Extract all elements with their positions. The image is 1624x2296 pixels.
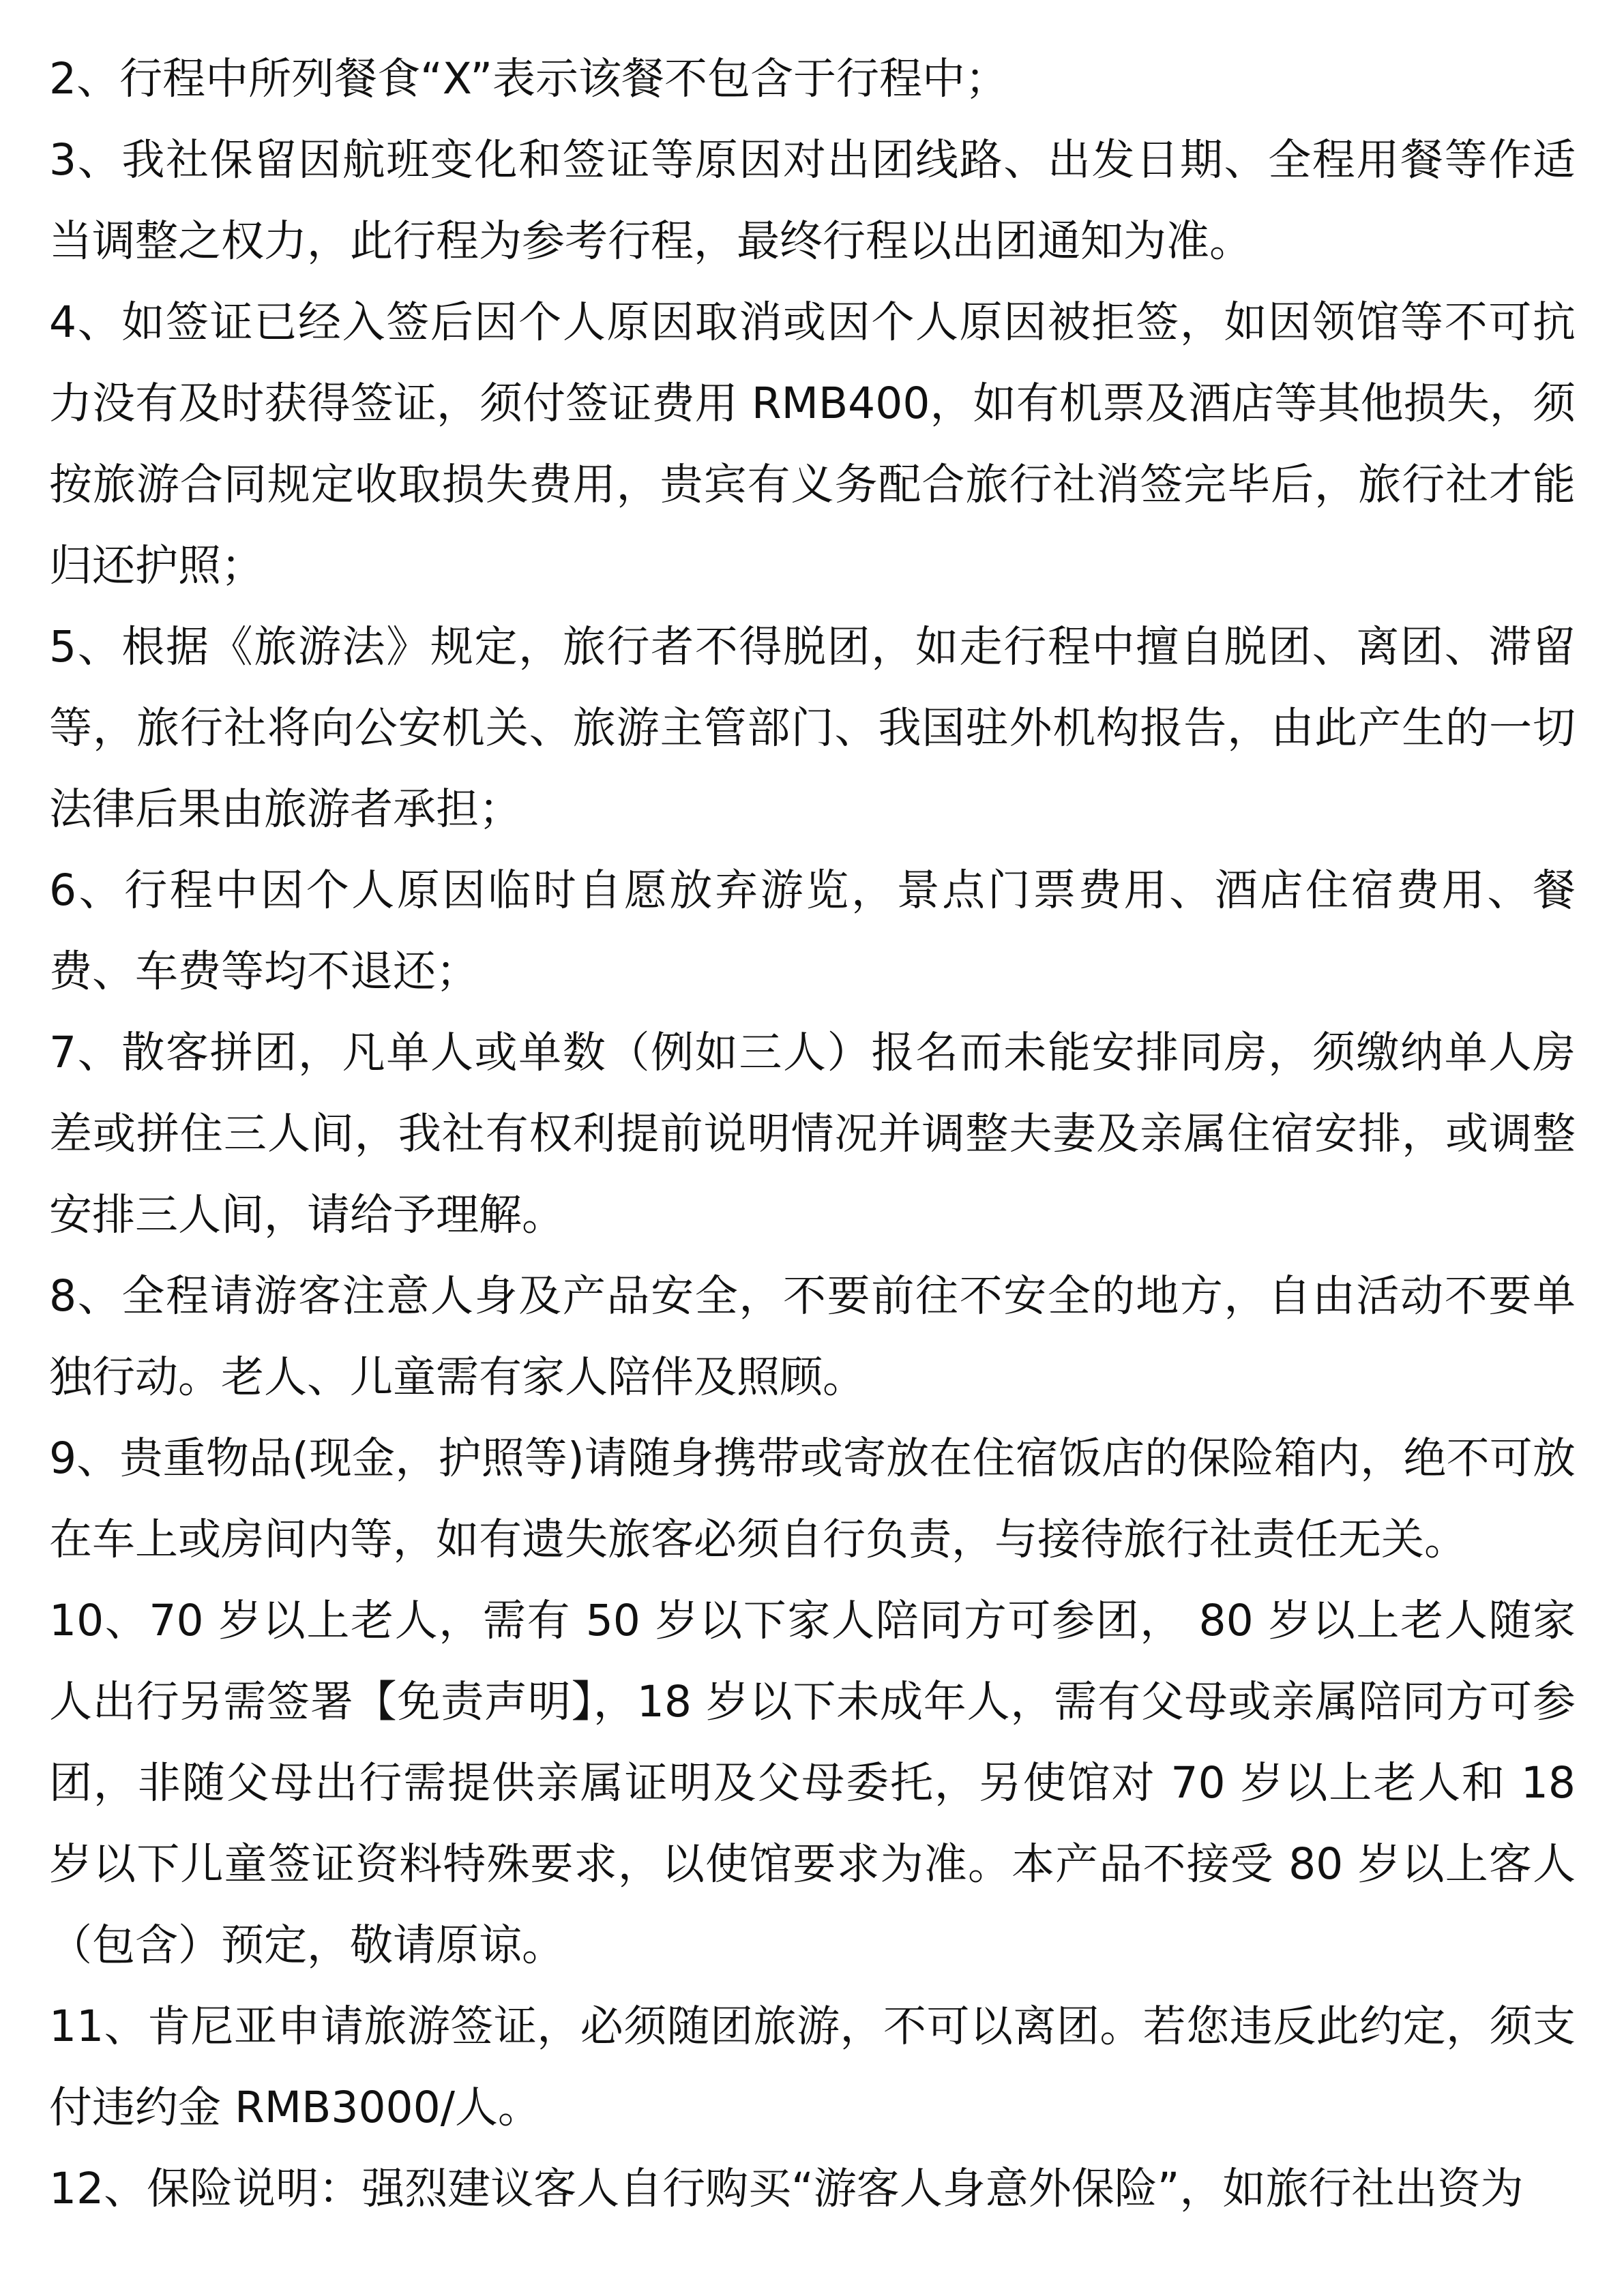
note-item-3: 3、我社保留因航班变化和签证等原因对出团线路、出发日期、全程用餐等作适当调整之权力，此行程为参考行程，最终行程以出团通知为准。 [49,135,1576,266]
note-item-9: 9、贵重物品(现金，护照等)请随身携带或寄放在住宿饭店的保险箱内，绝不可放在车上或房间内等，如有遗失旅客必须自行负责，与接待旅行社责任无关。 [49,1433,1576,1564]
document-body [49,38,1576,2229]
note-item-8: 8、全程请游客注意人身及产品安全，不要前往不安全的地方，自由活动不要单独行动。老人、儿童需有家人陪伴及照顾。 [49,1271,1576,1402]
note-item-7: 7、散客拼团，凡单人或单数（例如三人）报名而未能安排同房，须缴纳单人房差或拼住三人间，我社有权利提前说明情况并调整夫妻及亲属住宿安排，或调整安排三人间，请给予理解。 [49,1028,1576,1240]
note-item-12: 12、保险说明：强烈建议客人自行购买“游客人身意外保险”，如旅行社出资为 [49,2164,1524,2213]
note-item-2: 2、行程中所列餐食“X”表示该餐不包含于行程中； [49,54,1008,104]
note-item-5: 5、根据《旅游法》规定，旅行者不得脱团，如走行程中擅自脱团、离团、滞留等，旅行社将向公安机关、旅游主管部门、我国驻外机构报告，由此产生的一切法律后果由旅游者承担； [49,622,1576,834]
note-item-4: 4、如签证已经入签后因个人原因取消或因个人原因被拒签，如因领馆等不可抗力没有及时获得签证，须付签证费用 RMB400，如有机票及酒店等其他损失，须按旅游合同规定收取损失费用，贵宾有义务配合旅行社消签完毕后，旅行社才能归还护照； [49,297,1576,591]
note-item-11: 11、肯尼亚申请旅游签证，必须随团旅游，不可以离团。若您违反此约定，须支付违约金 RMB3000/人。 [49,2001,1576,2132]
note-item-6: 6、行程中因个人原因临时自愿放弃游览，景点门票费用、酒店住宿费用、餐费、车费等均不退还； [49,865,1576,996]
note-item-10: 10、70 岁以上老人，需有 50 岁以下家人陪同方可参团， 80 岁以上老人随家人出行另需签署【免责声明】，18 岁以下未成年人，需有父母或亲属陪同方可参团，非随父母出行需提供亲属证明及父母委托，另使馆对 70 岁以上老人和 18 岁以下儿童签证资料特殊要求，以使馆要求为准。本产品不接受 80 岁以上客人（包含）预定，敬请原谅。 [49,1596,1576,1970]
